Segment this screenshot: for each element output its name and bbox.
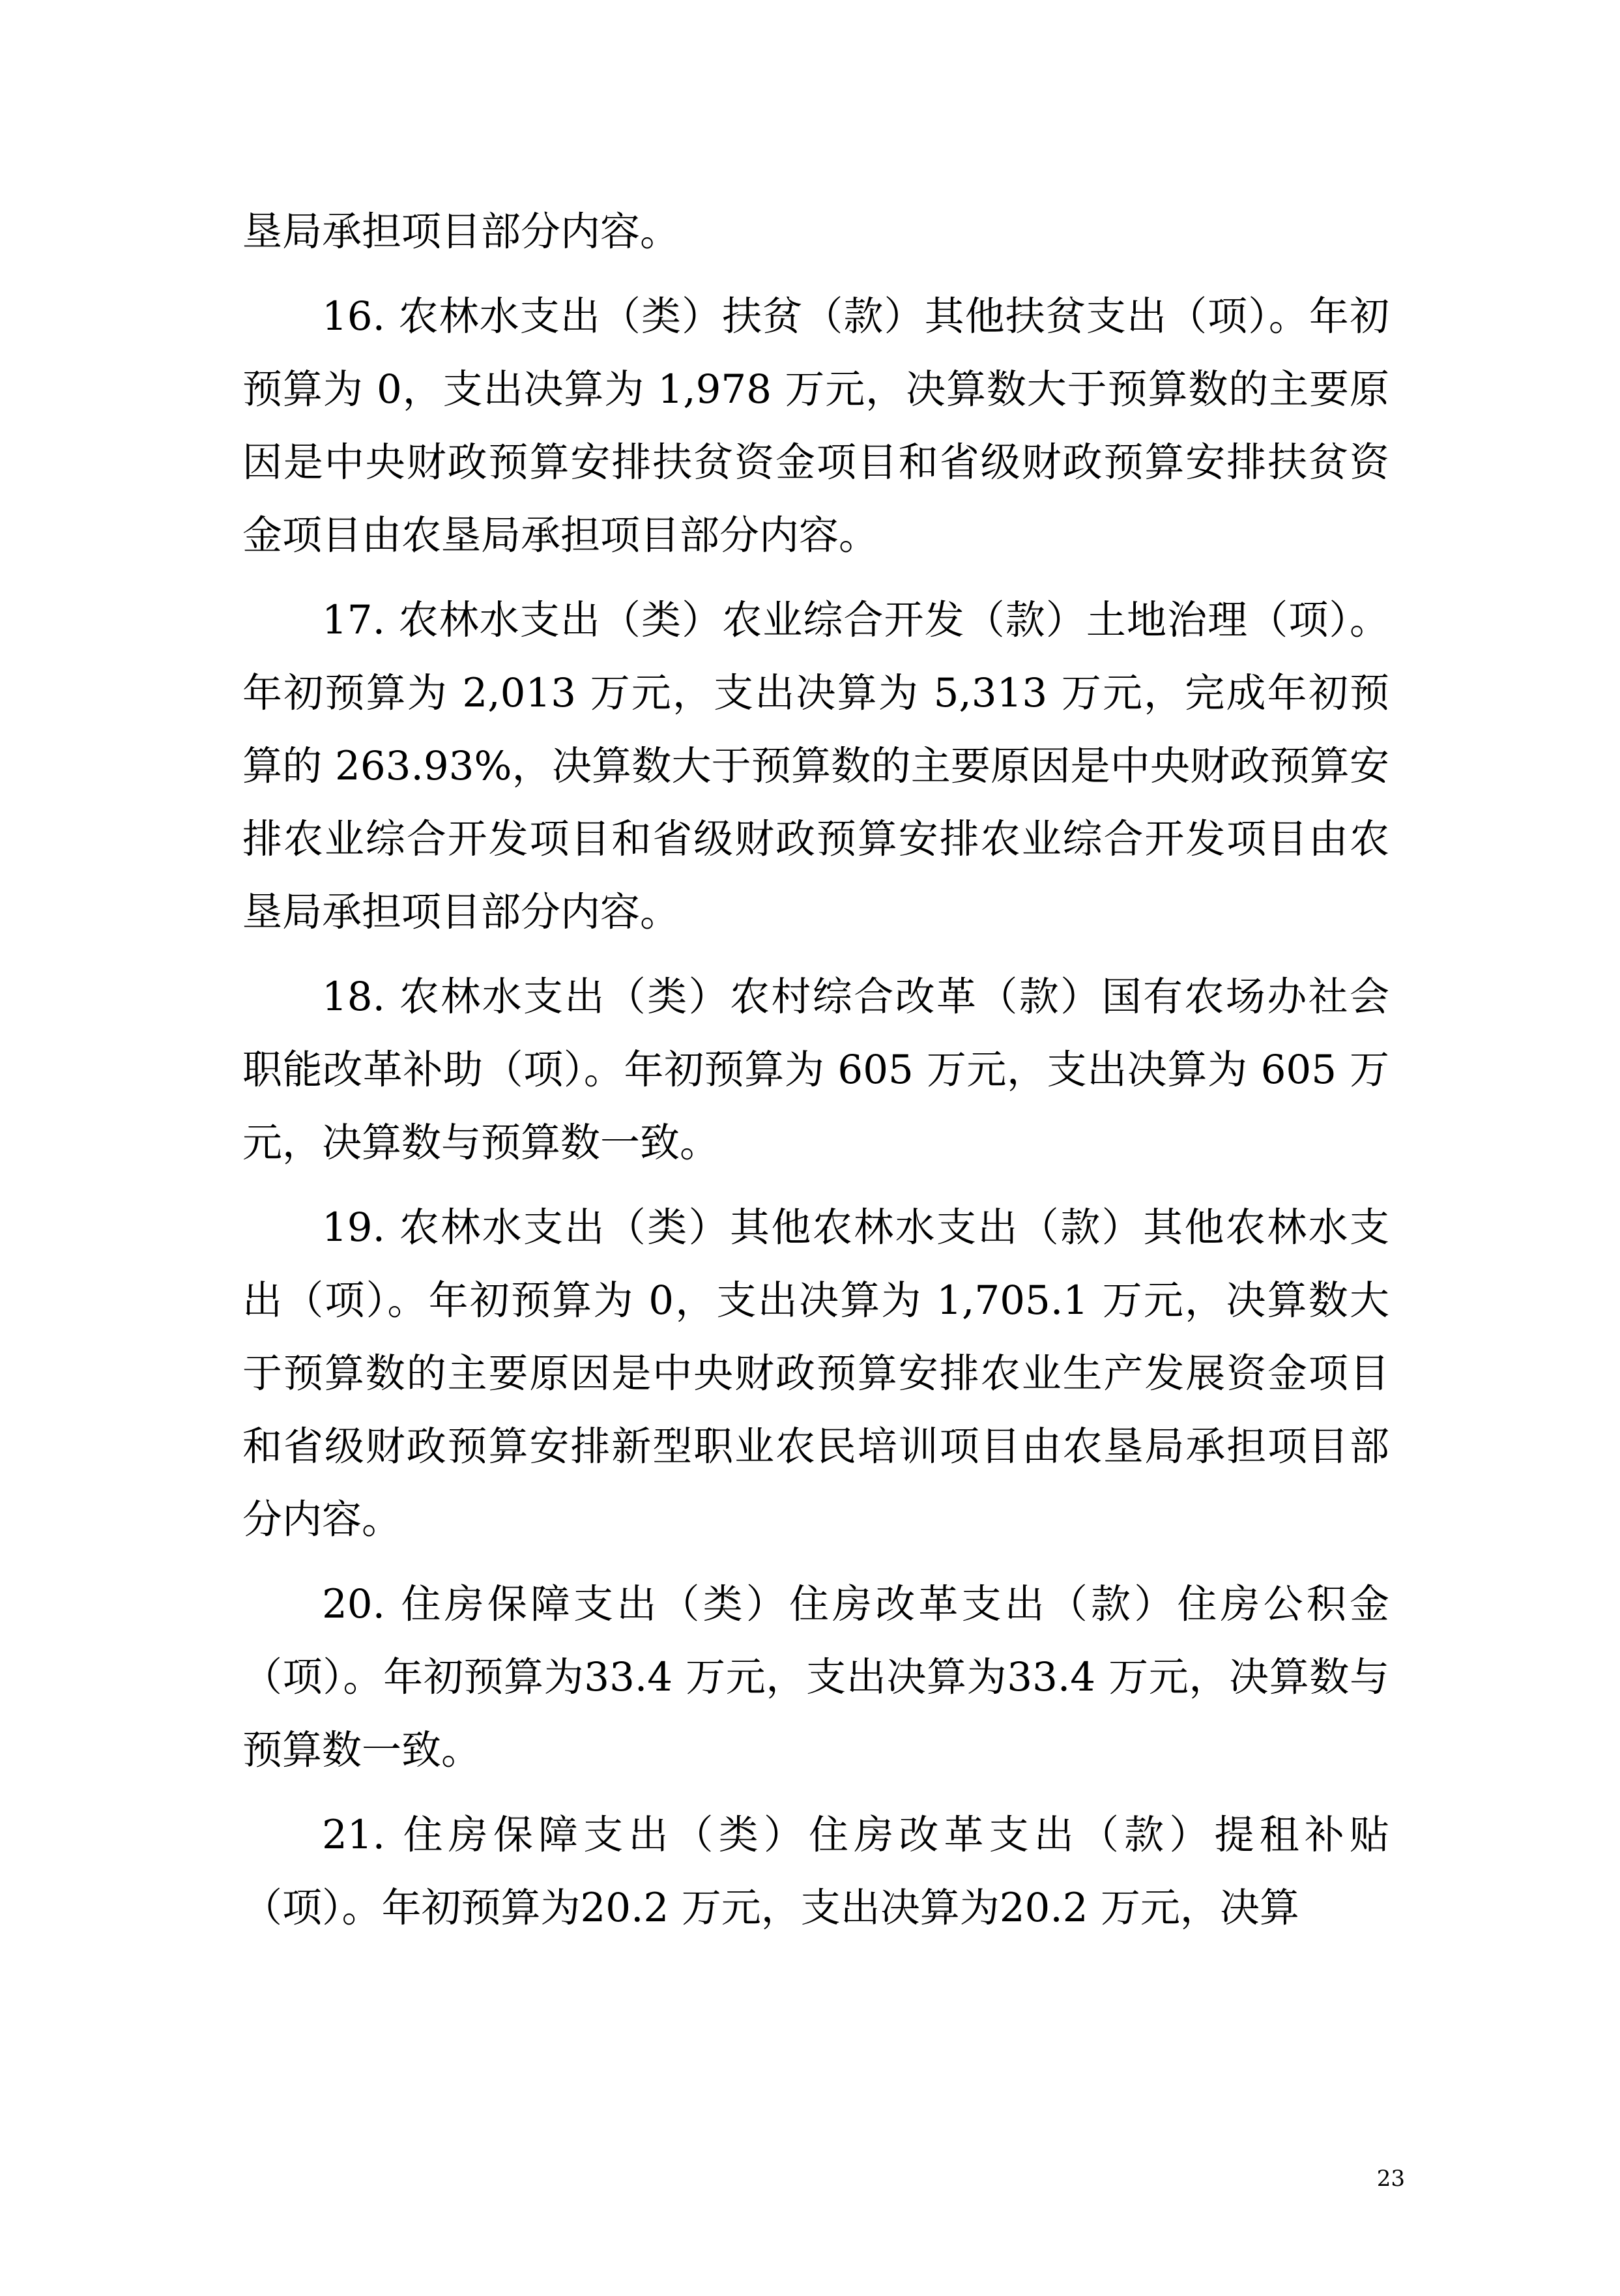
paragraph-item-19: 19. 农林水支出（类）其他农林水支出（款）其他农林水支出（项）。年初预算为 0，支出决算为 1,705.1 万元，决算数大于预算数的主要原因是中央财政预算安排农业生产发展资金项目和省级财政预算安排新型职业农民培训项目由农垦局承担项目部分内容。: [242, 1204, 1389, 1543]
paragraph-item-21: 21. 住房保障支出（类）住房改革支出（款）提租补贴（项）。年初预算为20.2 万元，支出决算为20.2 万元，决算: [242, 1812, 1389, 1931]
page-number: 23: [1376, 2166, 1405, 2192]
paragraph-item-16: 16. 农林水支出（类）扶贫（款）其他扶贫支出（项）。年初预算为 0，支出决算为 1,978 万元，决算数大于预算数的主要原因是中央财政预算安排扶贫资金项目和省级财政预算安排扶贫资金项目由农垦局承担项目部分内容。: [242, 293, 1389, 559]
paragraph-item-20: 20. 住房保障支出（类）住房改革支出（款）住房公积金（项）。年初预算为33.4 万元，支出决算为33.4 万元，决算数与预算数一致。: [242, 1581, 1389, 1773]
paragraph-item-18: 18. 农林水支出（类）农村综合改革（款）国有农场办社会职能改革补助（项）。年初预算为 605 万元，支出决算为 605 万元，决算数与预算数一致。: [242, 974, 1389, 1166]
page-body: [242, 196, 1389, 1956]
paragraph-item-17: 17. 农林水支出（类）农业综合开发（款）土地治理（项）。年初预算为 2,013 万元，支出决算为 5,313 万元，完成年初预算的 263.93%，决算数大于预算数的主要原因是中央财政预算安排农业综合开发项目和省级财政预算安排农业综合开发项目由农垦局承担项目部分内容。: [242, 597, 1389, 935]
paragraph-continuation: 垦局承担项目部分内容。: [242, 209, 680, 255]
